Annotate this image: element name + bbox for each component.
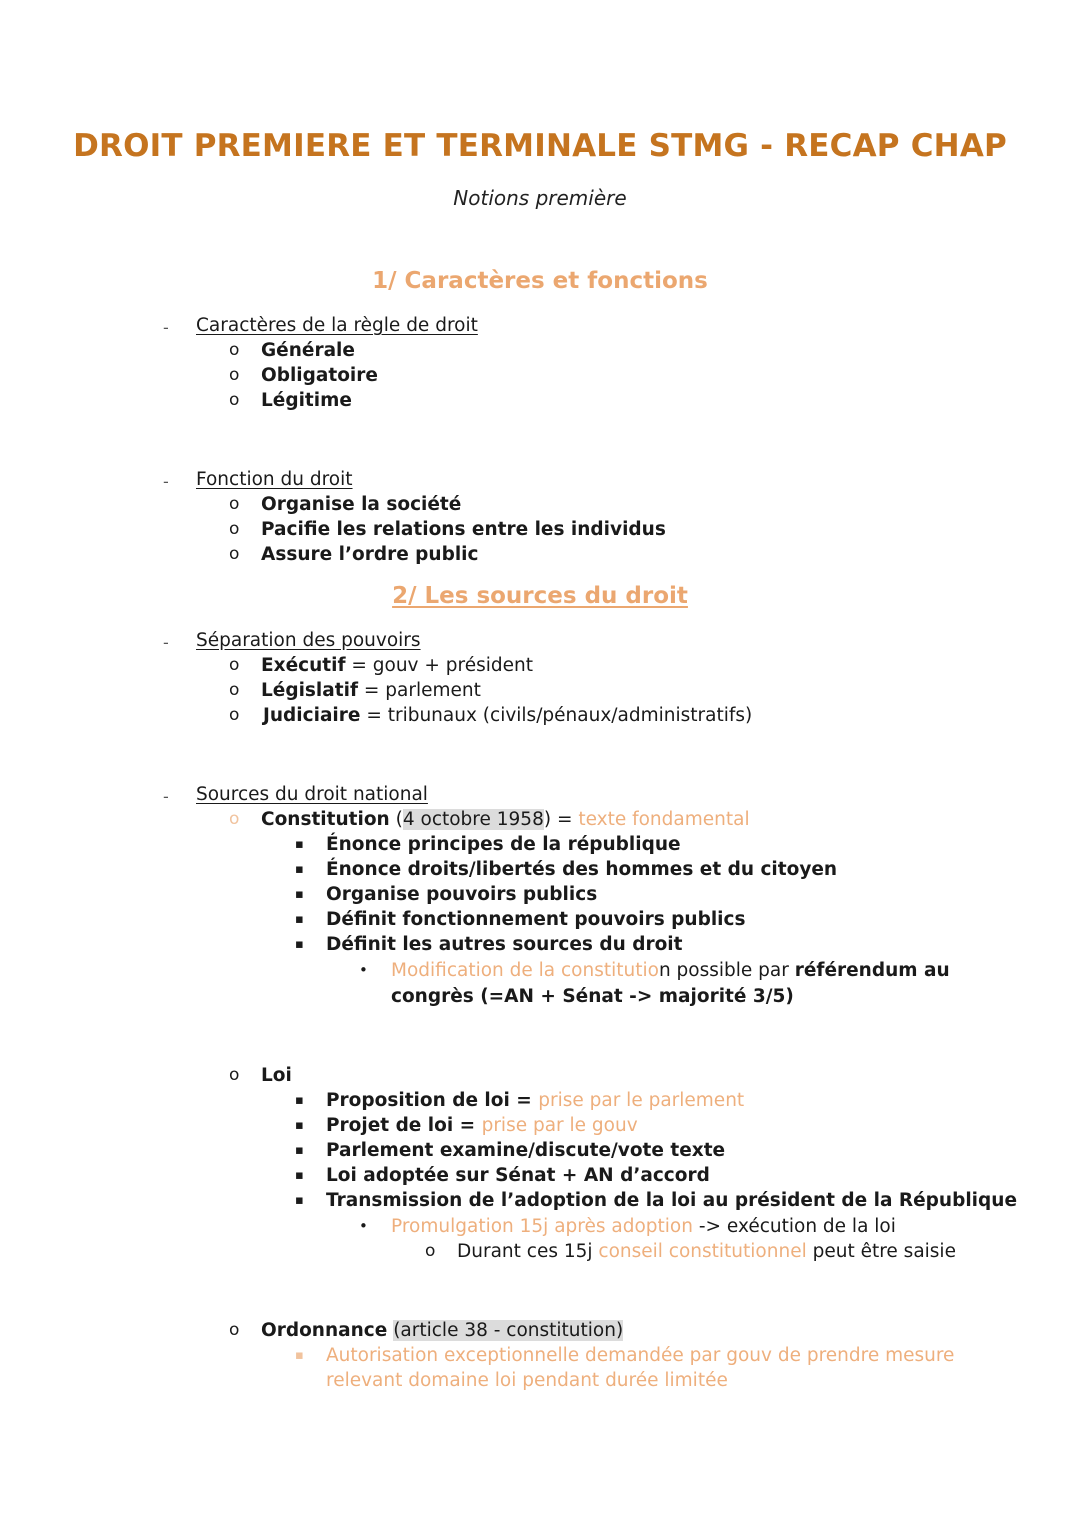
circle-bullet: o bbox=[229, 365, 240, 385]
square-bullet: ▪ bbox=[295, 1193, 304, 1208]
promulgation-line: Promulgation 15j après adoption -> exécution de la loi bbox=[391, 1216, 896, 1237]
dash-bullet: - bbox=[163, 633, 169, 652]
list-item: Assure l’ordre public bbox=[261, 544, 479, 565]
durant-line: Durant ces 15j conseil constitutionnel peut être saisie bbox=[457, 1241, 956, 1262]
list-item: Énonce droits/libertés des hommes et du citoyen bbox=[326, 859, 838, 880]
disc-bullet: • bbox=[359, 1217, 368, 1235]
list-item: Judiciaire = tribunaux (civils/pénaux/administratifs) bbox=[263, 705, 753, 726]
circle-bullet: o bbox=[425, 1241, 436, 1261]
circle-bullet: o bbox=[229, 680, 240, 700]
list-item: Parlement examine/discute/vote texte bbox=[326, 1140, 726, 1161]
dash-bullet: - bbox=[163, 318, 169, 337]
loi-heading: Loi bbox=[261, 1065, 292, 1086]
disc-bullet: • bbox=[359, 961, 368, 979]
circle-bullet: o bbox=[229, 544, 240, 564]
circle-bullet: o bbox=[229, 1320, 240, 1340]
circle-bullet: o bbox=[229, 519, 240, 539]
caracteres-heading: Caractères de la règle de droit bbox=[196, 315, 478, 336]
sources-heading: Sources du droit national bbox=[196, 784, 428, 805]
list-item: Loi adoptée sur Sénat + AN d’accord bbox=[326, 1165, 710, 1186]
list-item: Législatif = parlement bbox=[261, 680, 481, 701]
fonction-heading: Fonction du droit bbox=[196, 469, 353, 490]
list-item: Énonce principes de la république bbox=[326, 834, 681, 855]
constitution-line: Constitution (4 octobre 1958) = texte fondamental bbox=[261, 809, 750, 830]
list-item: Définit les autres sources du droit bbox=[326, 934, 683, 955]
ordonnance-line: Ordonnance (article 38 - constitution) bbox=[261, 1320, 624, 1341]
page-subtitle: Notions première bbox=[453, 186, 627, 210]
square-bullet: ▪ bbox=[295, 1093, 304, 1108]
circle-bullet: o bbox=[229, 655, 240, 675]
square-bullet: ▪ bbox=[295, 1168, 304, 1183]
list-item: Organise la société bbox=[261, 494, 462, 515]
dash-bullet: - bbox=[163, 787, 169, 806]
circle-bullet: o bbox=[229, 1065, 240, 1085]
dash-bullet: - bbox=[163, 472, 169, 491]
square-bullet: ▪ bbox=[295, 937, 304, 952]
section-heading-2: 2/ Les sources du droit bbox=[392, 583, 688, 609]
ordonnance-desc-2: relevant domaine loi pendant durée limitée bbox=[326, 1370, 728, 1391]
list-item: Transmission de l’adoption de la loi au président de la République bbox=[326, 1190, 1017, 1211]
square-bullet: ▪ bbox=[295, 837, 304, 852]
modification-line-2: congrès (=AN + Sénat -> majorité 3/5) bbox=[391, 986, 794, 1007]
modification-line: Modification de la constitution possible par référendum au bbox=[391, 960, 950, 981]
list-item: Projet de loi = prise par le gouv bbox=[326, 1115, 638, 1136]
square-bullet: ▪ bbox=[295, 1118, 304, 1133]
circle-bullet: o bbox=[229, 705, 240, 725]
square-bullet: ▪ bbox=[295, 912, 304, 927]
list-item: Exécutif = gouv + président bbox=[261, 655, 533, 676]
list-item: Générale bbox=[261, 340, 355, 361]
circle-bullet: o bbox=[229, 494, 240, 514]
list-item: Organise pouvoirs publics bbox=[326, 884, 598, 905]
circle-bullet: o bbox=[229, 809, 240, 829]
list-item: Pacifie les relations entre les individus bbox=[261, 519, 666, 540]
ordonnance-desc-1: Autorisation exceptionnelle demandée par gouv de prendre mesure bbox=[326, 1345, 955, 1366]
list-item: Proposition de loi = prise par le parlement bbox=[326, 1090, 745, 1111]
circle-bullet: o bbox=[229, 340, 240, 360]
list-item: Définit fonctionnement pouvoirs publics bbox=[326, 909, 746, 930]
square-bullet: ▪ bbox=[295, 887, 304, 902]
square-bullet: ▪ bbox=[295, 1143, 304, 1158]
square-bullet: ▪ bbox=[295, 1348, 304, 1363]
list-item: Obligatoire bbox=[261, 365, 378, 386]
list-item: Légitime bbox=[261, 390, 352, 411]
separation-heading: Séparation des pouvoirs bbox=[196, 630, 421, 651]
square-bullet: ▪ bbox=[295, 862, 304, 877]
page-title: DROIT PREMIERE ET TERMINALE STMG - RECAP CHAP bbox=[73, 128, 1007, 164]
section-heading-1: 1/ Caractères et fonctions bbox=[372, 268, 708, 294]
circle-bullet: o bbox=[229, 390, 240, 410]
